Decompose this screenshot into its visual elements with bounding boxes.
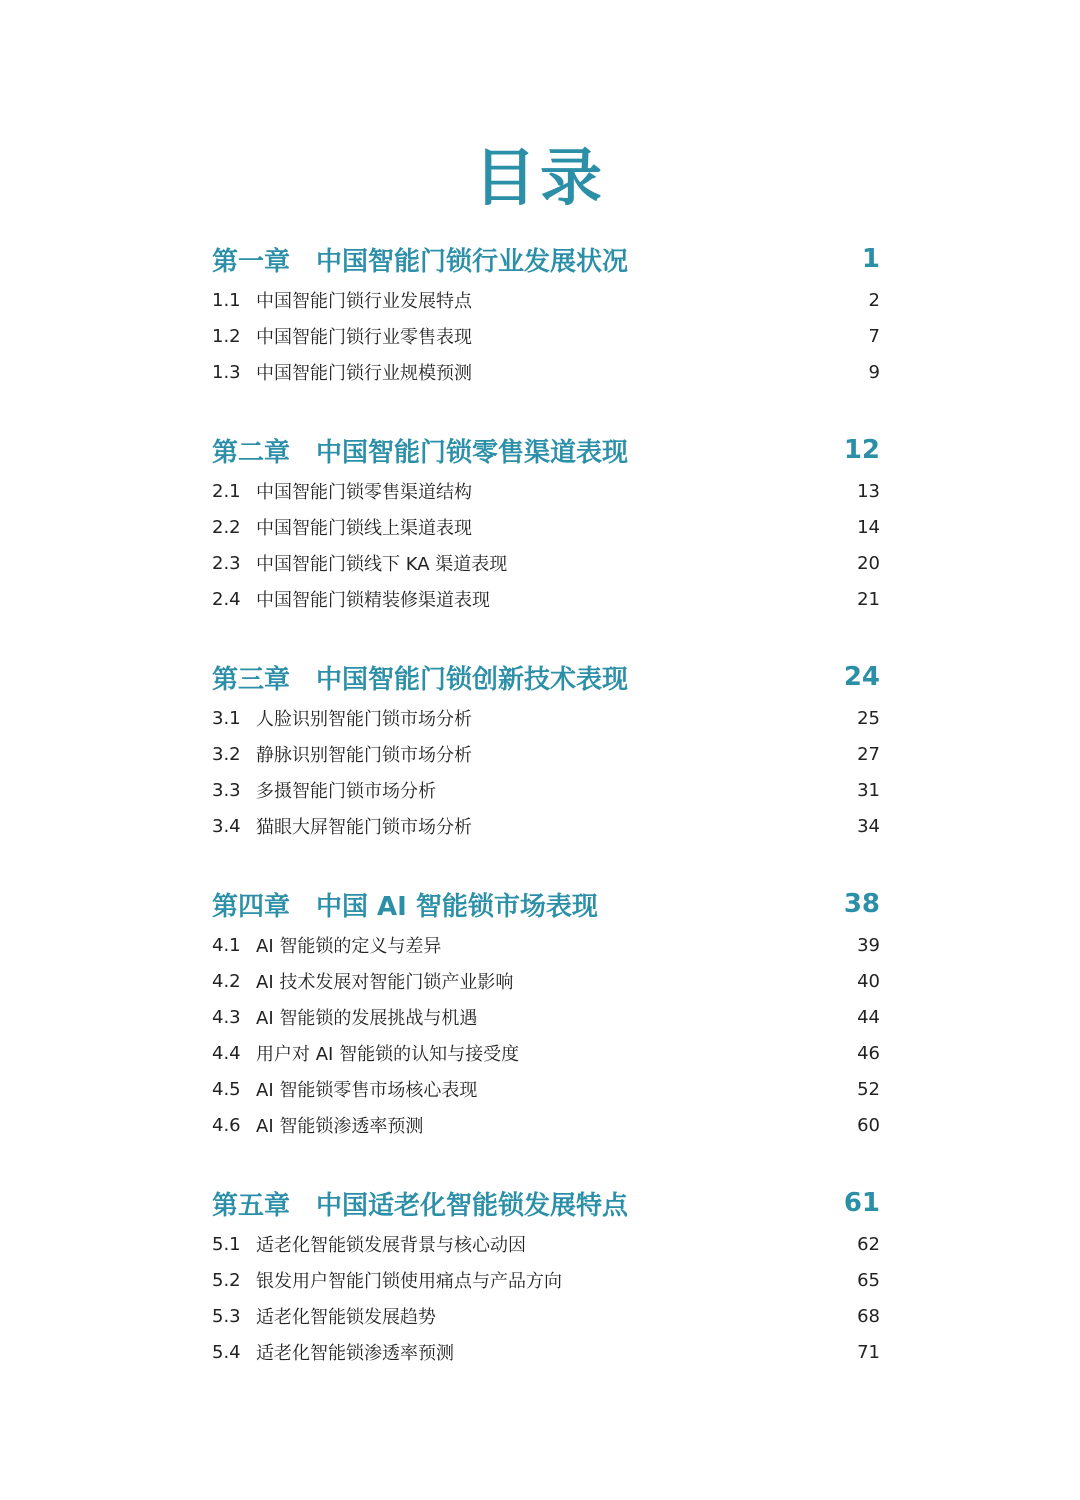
section-page-number: 52 [857,1078,880,1100]
chapter-page-number: 24 [843,662,880,692]
section-title: 人脸识别智能门锁市场分析 [256,709,472,730]
section-page-number: 9 [868,361,880,383]
section-page-number: 39 [857,934,880,956]
section-page-number: 20 [857,552,880,574]
section-page-number: 14 [857,516,880,538]
section-page-number: 65 [857,1269,880,1291]
toc-entry[interactable] [212,473,880,509]
section-page-number: 13 [857,480,880,502]
section-title: 适老化智能锁发展趋势 [256,1307,436,1328]
section-number: 4.2 [212,970,241,992]
chapter-heading[interactable] [212,1180,880,1226]
chapter-heading[interactable] [212,236,880,282]
chapter-page-number: 61 [843,1188,880,1218]
section-title: 中国智能门锁精装修渠道表现 [256,590,490,611]
toc-entry[interactable] [212,318,880,354]
toc-entry[interactable] [212,1262,880,1298]
section-page-number: 34 [857,815,880,837]
section-page-number: 27 [857,743,880,765]
section-number: 2.3 [212,552,241,574]
toc-entry[interactable] [212,1107,880,1143]
toc-entry[interactable] [212,581,880,617]
section-number: 4.1 [212,934,241,956]
chapter-label: 第二章 [212,437,291,468]
section-number: 5.2 [212,1269,241,1291]
toc-entry[interactable] [212,1226,880,1262]
toc-entry[interactable] [212,927,880,963]
section-number: 1.3 [212,361,241,383]
section-title: AI 智能锁的定义与差异 [256,936,442,957]
section-number: 3.2 [212,743,241,765]
chapter-title: 中国智能门锁创新技术表现 [316,664,629,695]
section-title: 适老化智能锁发展背景与核心动因 [256,1235,526,1256]
section-title: 猫眼大屏智能门锁市场分析 [256,817,472,838]
chapter-label: 第一章 [212,246,291,277]
toc-entry[interactable] [212,736,880,772]
section-title: AI 智能锁渗透率预测 [256,1116,424,1137]
chapter-page-number: 1 [861,244,880,274]
section-page-number: 60 [857,1114,880,1136]
section-number: 2.1 [212,480,241,502]
section-title: 银发用户智能门锁使用痛点与产品方向 [256,1271,562,1292]
chapter-title: 中国适老化智能锁发展特点 [316,1190,629,1221]
section-title: 中国智能门锁零售渠道结构 [256,482,472,503]
section-title: AI 智能锁零售市场核心表现 [256,1080,478,1101]
section-number: 5.4 [212,1341,241,1363]
toc-entry[interactable] [212,999,880,1035]
section-page-number: 31 [857,779,880,801]
toc-entry[interactable] [212,772,880,808]
toc-entry[interactable] [212,545,880,581]
section-number: 4.6 [212,1114,241,1136]
chapter-title: 中国智能门锁零售渠道表现 [316,437,629,468]
section-title: AI 智能锁的发展挑战与机遇 [256,1008,478,1029]
section-number: 1.2 [212,325,241,347]
toc-entry[interactable] [212,1071,880,1107]
section-page-number: 21 [857,588,880,610]
table-of-contents [212,236,880,1407]
toc-entry[interactable] [212,354,880,390]
toc-entry[interactable] [212,282,880,318]
section-title: 中国智能门锁行业规模预测 [256,363,472,384]
section-number: 4.4 [212,1042,241,1064]
chapter-5 [212,1180,880,1370]
section-number: 3.1 [212,707,241,729]
section-page-number: 46 [857,1042,880,1064]
chapter-title: 中国 AI 智能锁市场表现 [316,891,598,922]
section-page-number: 62 [857,1233,880,1255]
section-number: 2.4 [212,588,241,610]
section-title: 用户对 AI 智能锁的认知与接受度 [256,1044,520,1065]
section-page-number: 7 [868,325,880,347]
chapter-label: 第三章 [212,664,291,695]
toc-entry[interactable] [212,1035,880,1071]
chapter-label: 第四章 [212,891,291,922]
section-number: 4.5 [212,1078,241,1100]
chapter-1 [212,236,880,390]
chapter-title: 中国智能门锁行业发展状况 [316,246,629,277]
section-title: 静脉识别智能门锁市场分析 [256,745,472,766]
chapter-heading[interactable] [212,881,880,927]
toc-entry[interactable] [212,1298,880,1334]
section-number: 3.4 [212,815,241,837]
chapter-4 [212,881,880,1143]
section-page-number: 2 [868,289,880,311]
section-number: 2.2 [212,516,241,538]
section-title: AI 技术发展对智能门锁产业影响 [256,972,514,993]
section-page-number: 25 [857,707,880,729]
toc-entry[interactable] [212,808,880,844]
toc-entry[interactable] [212,963,880,999]
section-page-number: 68 [857,1305,880,1327]
toc-entry[interactable] [212,509,880,545]
section-title: 多摄智能门锁市场分析 [256,781,436,802]
section-page-number: 40 [857,970,880,992]
section-title: 适老化智能锁渗透率预测 [256,1343,454,1364]
chapter-2 [212,427,880,617]
chapter-page-number: 38 [843,889,880,919]
section-number: 1.1 [212,289,241,311]
section-page-number: 71 [857,1341,880,1363]
section-title: 中国智能门锁行业发展特点 [256,291,472,312]
chapter-heading[interactable] [212,654,880,700]
section-number: 3.3 [212,779,241,801]
chapter-heading[interactable] [212,427,880,473]
toc-entry[interactable] [212,1334,880,1370]
section-title: 中国智能门锁行业零售表现 [256,327,472,348]
toc-entry[interactable] [212,700,880,736]
section-number: 5.3 [212,1305,241,1327]
section-title: 中国智能门锁线下 KA 渠道表现 [256,554,508,575]
section-title: 中国智能门锁线上渠道表现 [256,518,472,539]
section-number: 4.3 [212,1006,241,1028]
section-page-number: 44 [857,1006,880,1028]
page-title: 目录 [473,141,606,214]
chapter-label: 第五章 [212,1190,291,1221]
section-number: 5.1 [212,1233,241,1255]
chapter-page-number: 12 [843,435,880,465]
chapter-3 [212,654,880,844]
